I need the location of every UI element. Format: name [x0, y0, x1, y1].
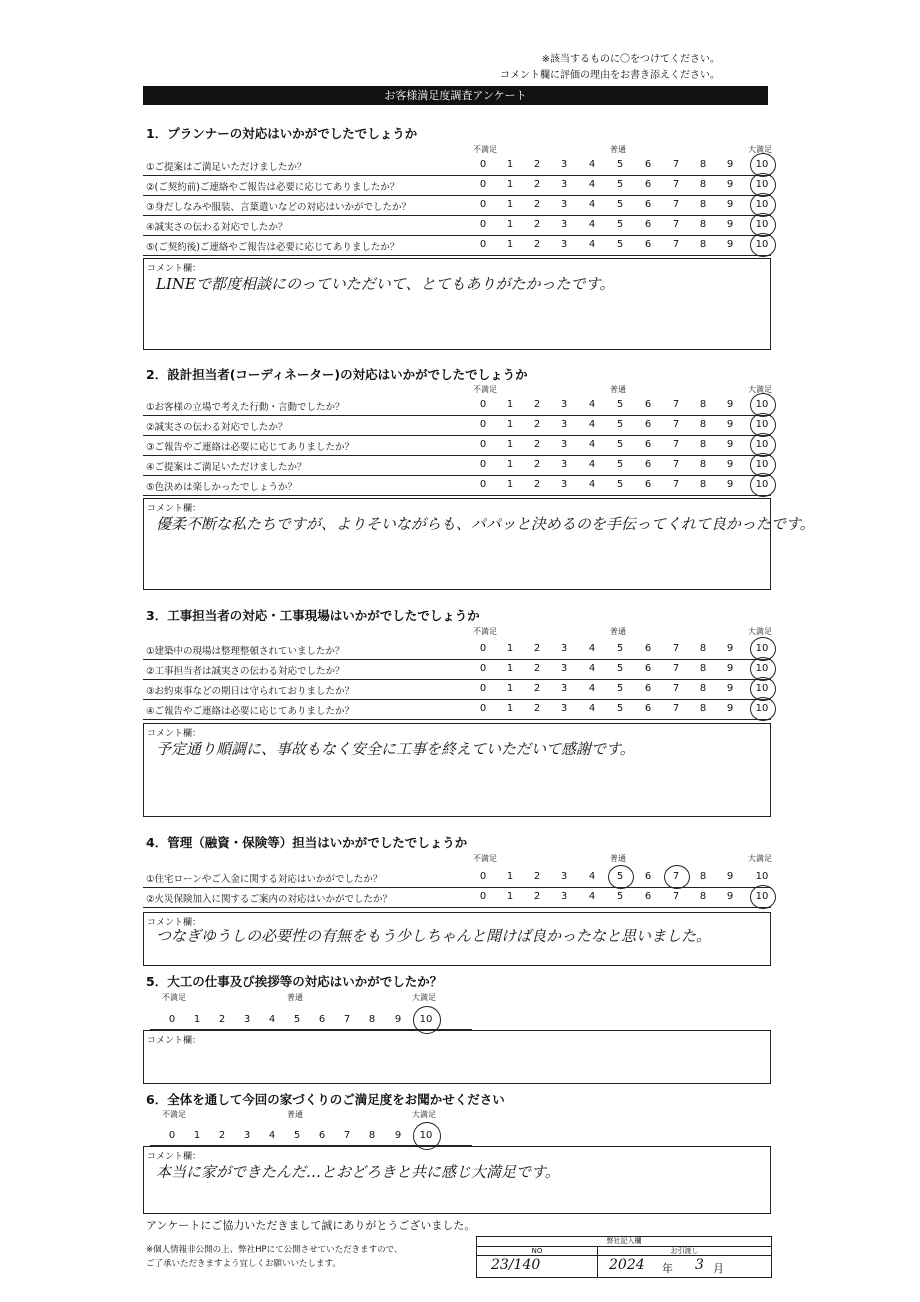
rating-option-10[interactable]: 10: [419, 1130, 433, 1141]
rating-option-3[interactable]: 3: [243, 1014, 251, 1025]
rating-option-7[interactable]: 7: [672, 199, 680, 210]
rating-option-10[interactable]: 10: [755, 683, 769, 694]
rating-option-4[interactable]: 4: [588, 683, 596, 694]
rating-option-0[interactable]: 0: [479, 643, 487, 654]
scale-label-high: 大満足: [412, 993, 436, 1002]
rating-option-2[interactable]: 2: [533, 643, 541, 654]
scale-label-mid: 普通: [610, 627, 626, 636]
rating-option-9[interactable]: 9: [726, 399, 734, 410]
rating-option-10[interactable]: 10: [755, 703, 769, 714]
question-text: ②火災保険加入に関するご案内の対応はいかがでしたか？: [146, 894, 393, 905]
rating-option-7[interactable]: 7: [672, 683, 680, 694]
rating-option-0[interactable]: 0: [479, 459, 487, 470]
office-date-label: お引渡し: [598, 1247, 771, 1256]
rating-option-2[interactable]: 2: [218, 1130, 226, 1141]
question-text: ③身だしなみや服装、言葉遣いなどの対応はいかがでしたか？: [146, 202, 412, 213]
rating-option-7[interactable]: 7: [672, 459, 680, 470]
question-row: [143, 888, 771, 908]
rating-option-9[interactable]: 9: [726, 683, 734, 694]
rating-option-4[interactable]: 4: [268, 1014, 276, 1025]
rating-option-2[interactable]: 2: [533, 479, 541, 490]
rating-option-8[interactable]: 8: [699, 683, 707, 694]
rating-option-6[interactable]: 6: [644, 683, 652, 694]
rating-option-6[interactable]: 6: [318, 1014, 326, 1025]
rating-option-4[interactable]: 4: [588, 479, 596, 490]
rating-option-1[interactable]: 1: [506, 703, 514, 714]
rating-option-5[interactable]: 5: [616, 459, 624, 470]
rating-option-10[interactable]: 10: [755, 239, 769, 250]
scale-label-mid: 普通: [287, 993, 303, 1002]
scale-label-low: 不満足: [162, 993, 186, 1002]
rating-option-2[interactable]: 2: [533, 663, 541, 674]
comment-handwriting: 予定通り順調に、事故もなく安全に工事を終えていただいて感謝です。: [156, 740, 635, 758]
rating-option-10[interactable]: 10: [755, 871, 769, 882]
question-text: ④ご報告やご連絡は必要に応じてありましたか？: [146, 706, 355, 717]
rating-option-6[interactable]: 6: [644, 871, 652, 882]
rating-option-9[interactable]: 9: [726, 871, 734, 882]
office-no-label: NO: [477, 1247, 598, 1256]
rating-option-6[interactable]: 6: [644, 219, 652, 230]
rating-option-5[interactable]: 5: [616, 643, 624, 654]
rating-option-4[interactable]: 4: [588, 239, 596, 250]
rating-option-8[interactable]: 8: [699, 459, 707, 470]
question-text: ①住宅ローンやご入金に関する対応はいかがでしたか？: [146, 874, 383, 885]
rating-option-0[interactable]: 0: [479, 479, 487, 490]
rating-option-9[interactable]: 9: [726, 663, 734, 674]
rating-option-3[interactable]: 3: [560, 643, 568, 654]
rating-option-1[interactable]: 1: [506, 871, 514, 882]
rating-option-3[interactable]: 3: [560, 399, 568, 410]
rating-option-5[interactable]: 5: [616, 199, 624, 210]
rating-option-9[interactable]: 9: [726, 703, 734, 714]
question-row: [143, 396, 771, 416]
rating-option-4[interactable]: 4: [588, 179, 596, 190]
rating-option-7[interactable]: 7: [672, 399, 680, 410]
scale-label-low: 不満足: [473, 627, 497, 636]
question-text: ②誠実さの伝わる対応でしたか？: [146, 422, 288, 433]
rating-option-9[interactable]: 9: [726, 891, 734, 902]
rating-option-8[interactable]: 8: [699, 399, 707, 410]
rating-option-1[interactable]: 1: [506, 663, 514, 674]
comment-label: コメント欄：: [147, 729, 202, 739]
rating-option-1[interactable]: 1: [506, 683, 514, 694]
section-title[interactable]: 3．工事担当者の対応・工事現場はいかがでしたでしょうか: [146, 608, 480, 623]
rating-option-7[interactable]: 7: [672, 663, 680, 674]
question-row: [143, 456, 771, 476]
question-text: ④誠実さの伝わる対応でしたか？: [146, 222, 288, 233]
rating-option-2[interactable]: 2: [533, 399, 541, 410]
rating-option-6[interactable]: 6: [644, 239, 652, 250]
rating-option-9[interactable]: 9: [726, 643, 734, 654]
rating-option-7[interactable]: 7: [672, 439, 680, 450]
rating-option-10[interactable]: 10: [755, 439, 769, 450]
scale-label-mid: 普通: [610, 385, 626, 394]
comment-box[interactable]: [143, 258, 771, 350]
rating-option-0[interactable]: 0: [479, 871, 487, 882]
instruction-note-1: ※該当するものに〇をつけてください。: [541, 54, 720, 65]
section-title[interactable]: 6．全体を通して今回の家づくりのご満足度をお聞かせください: [146, 1092, 505, 1107]
question-text: ②工事担当者は誠実さの伝わる対応でしたか？: [146, 666, 345, 677]
rating-option-8[interactable]: 8: [699, 439, 707, 450]
rating-option-2[interactable]: 2: [533, 159, 541, 170]
scale-label-high: 大満足: [748, 385, 772, 394]
rating-option-5[interactable]: 5: [616, 479, 624, 490]
rating-option-2[interactable]: 2: [533, 179, 541, 190]
question-text: ①お客様の立場で考えた行動・言動でしたか？: [146, 402, 345, 413]
rating-circle-mark: [664, 865, 690, 889]
rating-option-5[interactable]: 5: [616, 159, 624, 170]
rating-option-0[interactable]: 0: [479, 239, 487, 250]
rating-option-8[interactable]: 8: [368, 1130, 376, 1141]
scale-label-low: 不満足: [473, 385, 497, 394]
rating-option-4[interactable]: 4: [588, 159, 596, 170]
rating-option-3[interactable]: 3: [560, 199, 568, 210]
scale-label-mid: 普通: [287, 1110, 303, 1119]
rating-option-2[interactable]: 2: [533, 683, 541, 694]
rating-option-4[interactable]: 4: [588, 439, 596, 450]
rating-option-10[interactable]: 10: [755, 219, 769, 230]
rating-option-1[interactable]: 1: [193, 1014, 201, 1025]
rating-option-0[interactable]: 0: [479, 179, 487, 190]
rating-option-7[interactable]: 7: [672, 891, 680, 902]
rating-option-6[interactable]: 6: [644, 199, 652, 210]
rating-option-3[interactable]: 3: [560, 871, 568, 882]
rating-option-2[interactable]: 2: [533, 219, 541, 230]
rating-option-0[interactable]: 0: [479, 159, 487, 170]
rating-option-0[interactable]: 0: [479, 891, 487, 902]
rating-option-10[interactable]: 10: [755, 179, 769, 190]
comment-handwriting: 本当に家ができたんだ…とおどろきと共に感じ大満足です。: [156, 1163, 560, 1181]
privacy-note-1: ※個人情報非公開の上、弊社HPにて公開させていただきますので、: [146, 1245, 403, 1255]
rating-option-3[interactable]: 3: [560, 239, 568, 250]
comment-label: コメント欄：: [147, 264, 202, 274]
question-row: [143, 680, 771, 700]
rating-option-8[interactable]: 8: [699, 199, 707, 210]
rating-option-2[interactable]: 2: [533, 439, 541, 450]
rating-option-1[interactable]: 1: [506, 643, 514, 654]
instruction-note-2: コメント欄に評価の理由をお書き添えください。: [500, 70, 720, 81]
comment-label: コメント欄：: [147, 918, 202, 928]
rating-option-5[interactable]: 5: [616, 663, 624, 674]
rating-option-2[interactable]: 2: [533, 419, 541, 430]
office-no-value: 23/140: [491, 1257, 541, 1273]
question-row: [143, 700, 771, 720]
office-month-unit: 月: [713, 1262, 724, 1275]
rating-option-5[interactable]: 5: [616, 219, 624, 230]
rating-option-0[interactable]: 0: [479, 399, 487, 410]
rating-option-3[interactable]: 3: [560, 703, 568, 714]
rating-option-5[interactable]: 5: [616, 871, 624, 882]
scale-label-high: 大満足: [748, 627, 772, 636]
rating-option-8[interactable]: 8: [699, 179, 707, 190]
question-text: ①ご提案はご満足いただけましたか？: [146, 162, 307, 173]
office-year-value: 2024: [609, 1257, 645, 1273]
rating-option-3[interactable]: 3: [560, 459, 568, 470]
rating-scale-row: [150, 1127, 472, 1146]
office-month-value: 3: [695, 1257, 704, 1273]
rating-option-4[interactable]: 4: [588, 459, 596, 470]
rating-option-8[interactable]: 8: [699, 643, 707, 654]
rating-option-10[interactable]: 10: [755, 459, 769, 470]
rating-option-3[interactable]: 3: [560, 683, 568, 694]
rating-option-1[interactable]: 1: [506, 399, 514, 410]
rating-option-2[interactable]: 2: [533, 199, 541, 210]
rating-option-3[interactable]: 3: [560, 663, 568, 674]
rating-option-10[interactable]: 10: [755, 399, 769, 410]
rating-option-8[interactable]: 8: [699, 871, 707, 882]
rating-circle-mark: [750, 885, 776, 909]
rating-option-6[interactable]: 6: [644, 419, 652, 430]
rating-option-9[interactable]: 9: [726, 239, 734, 250]
comment-handwriting: 優柔不断な私たちですが、よりそいながらも、パパッと決めるのを手伝ってくれて良かったです。: [156, 515, 815, 533]
rating-option-7[interactable]: 7: [672, 159, 680, 170]
rating-option-7[interactable]: 7: [672, 419, 680, 430]
scale-label-high: 大満足: [412, 1110, 436, 1119]
question-text: ②(ご契約前)ご連絡やご報告は必要に応じてありましたか？: [146, 182, 400, 193]
rating-option-4[interactable]: 4: [588, 891, 596, 902]
comment-box[interactable]: [143, 723, 771, 817]
rating-option-9[interactable]: 9: [726, 459, 734, 470]
rating-option-3[interactable]: 3: [560, 179, 568, 190]
rating-option-6[interactable]: 6: [318, 1130, 326, 1141]
question-row: [143, 868, 771, 888]
rating-option-7[interactable]: 7: [672, 643, 680, 654]
scale-label-low: 不満足: [162, 1110, 186, 1119]
rating-option-4[interactable]: 4: [588, 703, 596, 714]
rating-option-1[interactable]: 1: [506, 439, 514, 450]
rating-option-1[interactable]: 1: [193, 1130, 201, 1141]
rating-option-10[interactable]: 10: [755, 663, 769, 674]
rating-option-0[interactable]: 0: [168, 1130, 176, 1141]
question-row: [143, 216, 771, 236]
rating-option-5[interactable]: 5: [616, 439, 624, 450]
rating-option-0[interactable]: 0: [479, 219, 487, 230]
rating-option-5[interactable]: 5: [616, 239, 624, 250]
office-use-box: [476, 1236, 772, 1278]
scale-label-low: 不満足: [473, 145, 497, 154]
rating-option-8[interactable]: 8: [699, 891, 707, 902]
question-text: ①建築中の現場は整理整頓されていましたか？: [146, 646, 345, 657]
rating-option-7[interactable]: 7: [672, 179, 680, 190]
rating-option-4[interactable]: 4: [588, 399, 596, 410]
rating-option-5[interactable]: 5: [616, 683, 624, 694]
rating-option-9[interactable]: 9: [726, 439, 734, 450]
rating-option-5[interactable]: 5: [616, 179, 624, 190]
rating-option-3[interactable]: 3: [560, 891, 568, 902]
rating-option-6[interactable]: 6: [644, 459, 652, 470]
rating-option-5[interactable]: 5: [616, 703, 624, 714]
rating-option-4[interactable]: 4: [268, 1130, 276, 1141]
rating-option-8[interactable]: 8: [699, 239, 707, 250]
section-title[interactable]: 4．管理（融資・保険等）担当はいかがでしたでしょうか: [146, 835, 468, 850]
comment-label: コメント欄：: [147, 1152, 202, 1162]
rating-option-4[interactable]: 4: [588, 663, 596, 674]
rating-option-10[interactable]: 10: [755, 159, 769, 170]
question-row: [143, 436, 771, 456]
rating-option-7[interactable]: 7: [672, 703, 680, 714]
rating-option-4[interactable]: 4: [588, 419, 596, 430]
rating-option-0[interactable]: 0: [479, 683, 487, 694]
thanks-message: アンケートにご協力いただきまして誠にありがとうございました。: [146, 1219, 476, 1232]
rating-option-1[interactable]: 1: [506, 179, 514, 190]
rating-option-6[interactable]: 6: [644, 703, 652, 714]
rating-option-5[interactable]: 5: [293, 1014, 301, 1025]
section-title[interactable]: 2．設計担当者(コーディネーター)の対応はいかがでしたでしょうか: [146, 367, 528, 382]
office-use-header: 弊社記入欄: [477, 1237, 771, 1247]
rating-option-1[interactable]: 1: [506, 199, 514, 210]
office-year-unit: 年: [662, 1262, 673, 1275]
rating-option-8[interactable]: 8: [699, 703, 707, 714]
comment-label: コメント欄：: [147, 504, 202, 514]
rating-option-7[interactable]: 7: [672, 871, 680, 882]
question-text: ④ご提案はご満足いただけましたか？: [146, 462, 307, 473]
privacy-note-2: ご了承いただきますよう宜しくお願いいたします。: [146, 1259, 341, 1269]
rating-option-1[interactable]: 1: [506, 891, 514, 902]
comment-label: コメント欄：: [147, 1036, 202, 1046]
question-row: [143, 176, 771, 196]
rating-option-8[interactable]: 8: [699, 159, 707, 170]
rating-option-5[interactable]: 5: [293, 1130, 301, 1141]
rating-option-2[interactable]: 2: [533, 239, 541, 250]
rating-option-3[interactable]: 3: [243, 1130, 251, 1141]
question-row: [143, 476, 771, 496]
rating-option-2[interactable]: 2: [533, 459, 541, 470]
rating-option-8[interactable]: 8: [699, 219, 707, 230]
rating-option-4[interactable]: 4: [588, 199, 596, 210]
rating-option-6[interactable]: 6: [644, 159, 652, 170]
rating-option-2[interactable]: 2: [218, 1014, 226, 1025]
comment-box[interactable]: [143, 1030, 771, 1084]
rating-option-9[interactable]: 9: [394, 1130, 402, 1141]
rating-option-8[interactable]: 8: [699, 419, 707, 430]
question-row: [143, 196, 771, 216]
rating-option-7[interactable]: 7: [343, 1130, 351, 1141]
rating-option-2[interactable]: 2: [533, 703, 541, 714]
rating-option-0[interactable]: 0: [168, 1014, 176, 1025]
rating-option-4[interactable]: 4: [588, 219, 596, 230]
rating-option-8[interactable]: 8: [699, 479, 707, 490]
rating-option-0[interactable]: 0: [479, 199, 487, 210]
rating-option-9[interactable]: 9: [394, 1014, 402, 1025]
rating-option-3[interactable]: 3: [560, 159, 568, 170]
rating-option-6[interactable]: 6: [644, 479, 652, 490]
rating-option-7[interactable]: 7: [343, 1014, 351, 1025]
rating-option-7[interactable]: 7: [672, 479, 680, 490]
rating-circle-mark: [750, 233, 776, 257]
scale-label-low: 不満足: [473, 854, 497, 863]
rating-option-1[interactable]: 1: [506, 219, 514, 230]
rating-option-9[interactable]: 9: [726, 479, 734, 490]
rating-option-0[interactable]: 0: [479, 439, 487, 450]
rating-option-8[interactable]: 8: [368, 1014, 376, 1025]
scale-label-mid: 普通: [610, 145, 626, 154]
rating-option-9[interactable]: 9: [726, 419, 734, 430]
rating-option-9[interactable]: 9: [726, 179, 734, 190]
rating-scale-row: [150, 1011, 472, 1030]
rating-option-9[interactable]: 9: [726, 199, 734, 210]
survey-title: お客様満足度調査アンケート: [143, 86, 768, 105]
rating-option-5[interactable]: 5: [616, 891, 624, 902]
rating-circle-mark: [608, 865, 634, 889]
scale-label-high: 大満足: [748, 145, 772, 154]
rating-option-5[interactable]: 5: [616, 399, 624, 410]
rating-option-6[interactable]: 6: [644, 643, 652, 654]
rating-option-6[interactable]: 6: [644, 891, 652, 902]
section-title[interactable]: 5．大工の仕事及び挨拶等の対応はいかがでしたか？: [146, 974, 443, 989]
question-row: [143, 236, 771, 256]
rating-option-2[interactable]: 2: [533, 891, 541, 902]
question-row: [143, 640, 771, 660]
rating-option-10[interactable]: 10: [419, 1014, 433, 1025]
question-row: [143, 416, 771, 436]
section-title[interactable]: 1．プランナーの対応はいかがでしたでしょうか: [146, 126, 418, 141]
rating-option-10[interactable]: 10: [755, 479, 769, 490]
rating-option-7[interactable]: 7: [672, 239, 680, 250]
rating-option-10[interactable]: 10: [755, 643, 769, 654]
comment-handwriting: LINEで都度相談にのっていただいて、とてもありがたかったです。: [156, 275, 615, 293]
rating-option-6[interactable]: 6: [644, 663, 652, 674]
rating-option-9[interactable]: 9: [726, 219, 734, 230]
rating-option-1[interactable]: 1: [506, 239, 514, 250]
rating-option-8[interactable]: 8: [699, 663, 707, 674]
rating-option-1[interactable]: 1: [506, 479, 514, 490]
question-text: ③お約束事などの期日は守られておりましたか？: [146, 686, 355, 697]
rating-option-4[interactable]: 4: [588, 871, 596, 882]
comment-handwriting: つなぎゆうしの必要性の有無をもう少しちゃんと聞けば良かったなと思いました。: [156, 927, 712, 945]
rating-option-5[interactable]: 5: [616, 419, 624, 430]
rating-option-0[interactable]: 0: [479, 703, 487, 714]
question-text: ③ご報告やご連絡は必要に応じてありましたか？: [146, 442, 355, 453]
comment-box[interactable]: [143, 912, 771, 966]
rating-option-0[interactable]: 0: [479, 419, 487, 430]
rating-option-10[interactable]: 10: [755, 199, 769, 210]
rating-option-3[interactable]: 3: [560, 219, 568, 230]
rating-option-9[interactable]: 9: [726, 159, 734, 170]
rating-option-1[interactable]: 1: [506, 459, 514, 470]
comment-box[interactable]: [143, 1146, 771, 1214]
rating-option-0[interactable]: 0: [479, 663, 487, 674]
rating-option-7[interactable]: 7: [672, 219, 680, 230]
rating-option-6[interactable]: 6: [644, 399, 652, 410]
question-row: [143, 156, 771, 176]
rating-option-3[interactable]: 3: [560, 479, 568, 490]
rating-option-10[interactable]: 10: [755, 891, 769, 902]
rating-option-10[interactable]: 10: [755, 419, 769, 430]
rating-option-1[interactable]: 1: [506, 419, 514, 430]
rating-option-3[interactable]: 3: [560, 419, 568, 430]
rating-circle-mark: [750, 697, 776, 721]
scale-label-high: 大満足: [748, 854, 772, 863]
rating-option-1[interactable]: 1: [506, 159, 514, 170]
rating-option-6[interactable]: 6: [644, 439, 652, 450]
question-text: ⑤(ご契約後)ご連絡やご報告は必要に応じてありましたか？: [146, 242, 400, 253]
rating-option-2[interactable]: 2: [533, 871, 541, 882]
comment-box[interactable]: [143, 498, 815, 590]
rating-option-4[interactable]: 4: [588, 643, 596, 654]
question-text: ⑤色決めは楽しかったでしょうか？: [146, 482, 298, 493]
rating-circle-mark: [750, 473, 776, 497]
scale-label-mid: 普通: [610, 854, 626, 863]
rating-option-3[interactable]: 3: [560, 439, 568, 450]
rating-option-6[interactable]: 6: [644, 179, 652, 190]
question-row: [143, 660, 771, 680]
